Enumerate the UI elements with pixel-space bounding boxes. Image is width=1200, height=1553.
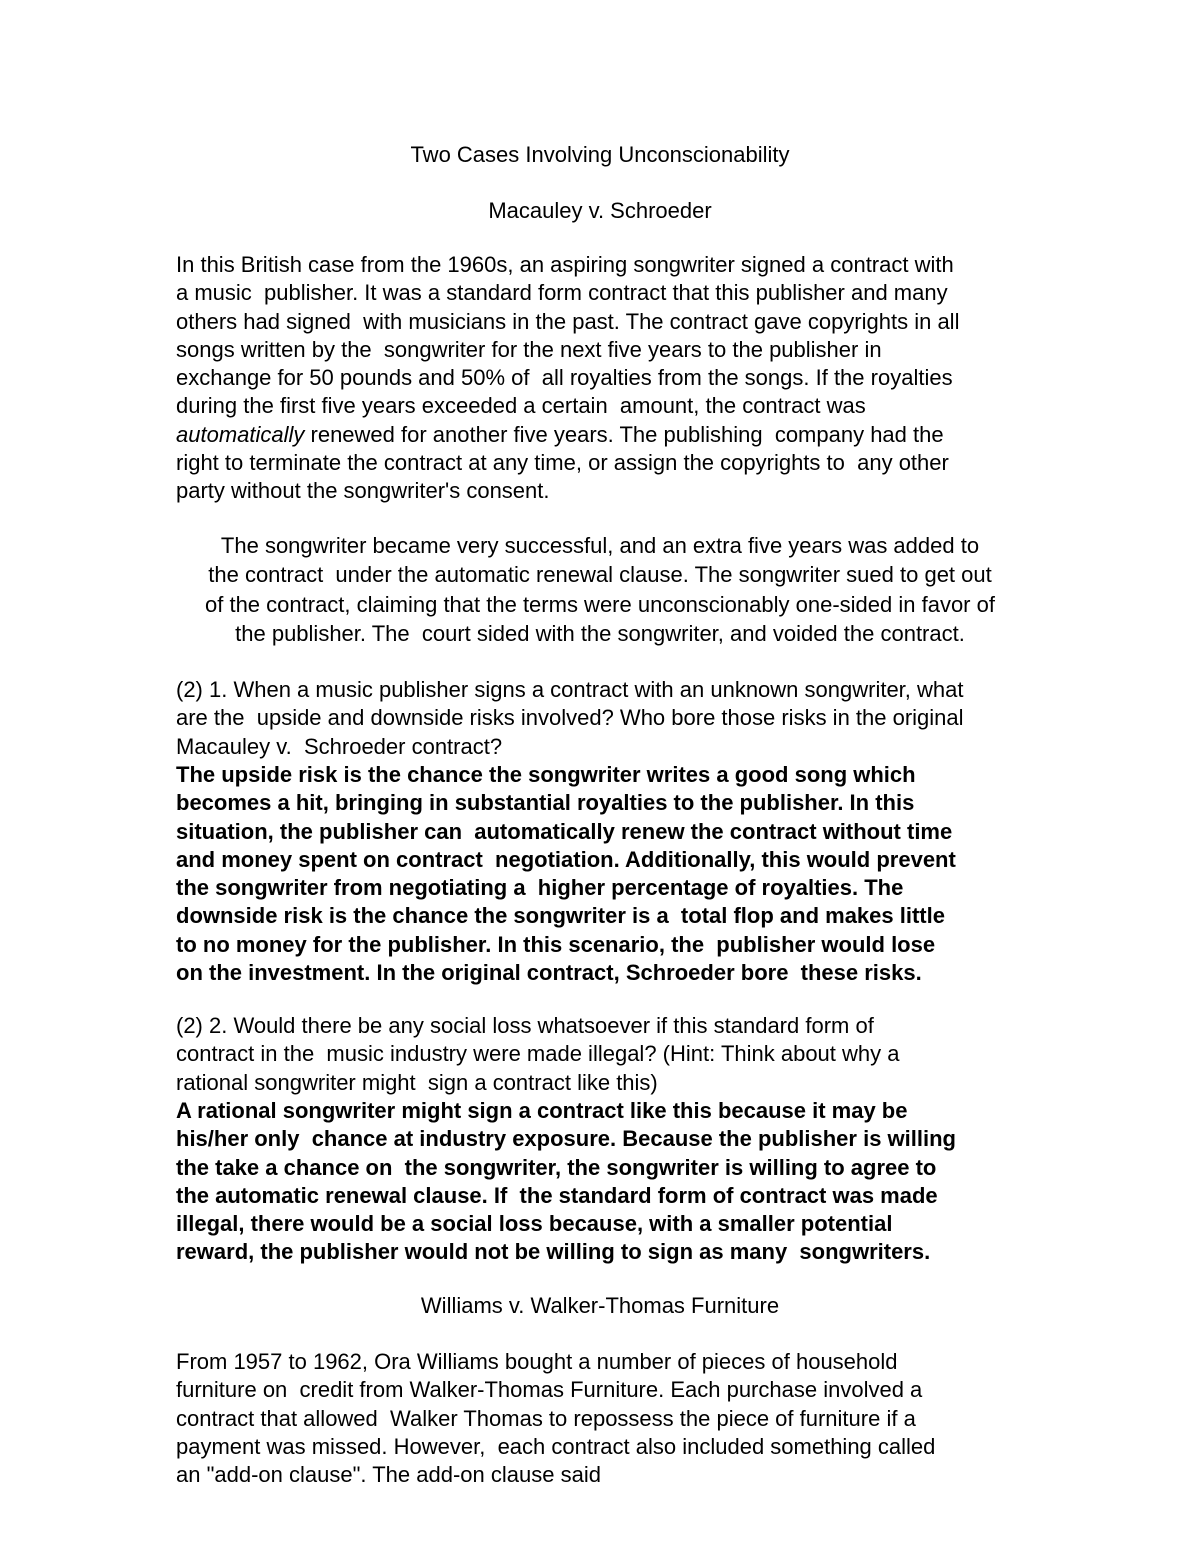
text-line: the publisher. The court sided with the songwriter, and voided the contract.: [235, 620, 965, 646]
case-heading-williams: Williams v. Walker-Thomas Furniture: [420, 1293, 780, 1318]
text-line: are the upside and downside risks involved? Who bore those risks in the original: [176, 705, 964, 731]
text-line: A rational songwriter might sign a contract like this because it may be: [176, 1098, 908, 1123]
text-line: the take a chance on the songwriter, the songwriter is willing to agree to: [176, 1154, 937, 1180]
text-line: The songwriter became very successful, and an extra five years was added to: [220, 533, 980, 558]
text-line: songs written by the songwriter for the next five years to the publisher in: [176, 336, 882, 362]
paragraph-case-facts: [176, 251, 1036, 506]
text-line: contract that allowed Walker Thomas to repossess the piece of furniture if a: [176, 1405, 916, 1431]
question-1: [176, 676, 1046, 761]
text-line: downside risk is the chance the songwriter is a total flop and makes little: [176, 903, 945, 929]
answer-2: [176, 1097, 1036, 1267]
text-fragment: renewed for another five years. The publishing company had the: [304, 421, 944, 447]
paragraph-williams-facts: [176, 1348, 1036, 1489]
text-line: In this British case from the 1960s, an aspiring songwriter signed a contract with: [176, 252, 954, 277]
text-line: becomes a hit, bringing in substantial royalties to the publisher. In this: [176, 790, 915, 816]
text-line: situation, the publisher can automatically renew the contract without time: [176, 818, 953, 844]
text-line: (2) 1. When a music publisher signs a contract with an unknown songwriter, what: [176, 677, 964, 702]
text-line: From 1957 to 1962, Ora Williams bought a number of pieces of household: [176, 1349, 898, 1374]
paragraph-outcome: [160, 531, 1040, 648]
text-line: payment was missed. However, each contract also included something called: [176, 1433, 936, 1459]
text-line: to no money for the publisher. In this scenario, the publisher would lose: [176, 931, 936, 957]
text-line: and money spent on contract negotiation. Additionally, this would prevent: [176, 846, 956, 872]
text-line: illegal, there would be a social loss because, with a smaller potential: [176, 1211, 893, 1237]
answer-1: [176, 761, 1036, 987]
text-line: of the contract, claiming that the terms were unconscionably one-sided in favor of: [205, 591, 995, 617]
text-line: others had signed with musicians in the past. The contract gave copyrights in all: [176, 308, 960, 334]
text-line: exchange for 50 pounds and 50% of all royalties from the songs. If the royalties: [176, 365, 953, 391]
text-line: his/her only chance at industry exposure. Because the publisher is willing: [176, 1126, 956, 1152]
text-line: an "add-on clause". The add-on clause said: [176, 1462, 601, 1488]
text-line: party without the songwriter's consent.: [176, 478, 550, 504]
text-line: [176, 421, 1036, 449]
text-line: Macauley v. Schroeder contract?: [176, 733, 503, 759]
text-line: the songwriter from negotiating a higher percentage of royalties. The: [176, 875, 904, 901]
italic-word: automatically: [176, 421, 305, 447]
text-line: right to terminate the contract at any time, or assign the copyrights to any other: [176, 450, 949, 476]
text-line: (2) 2. Would there be any social loss whatsoever if this standard form of: [176, 1013, 874, 1038]
text-line: the automatic renewal clause. If the standard form of contract was made: [176, 1182, 938, 1208]
text-line: rational songwriter might sign a contract like this): [176, 1069, 658, 1095]
text-line: during the first five years exceeded a certain amount, the contract was: [176, 393, 866, 419]
text-line: the contract under the automatic renewal clause. The songwriter sued to get out: [208, 562, 992, 588]
text-line: furniture on credit from Walker-Thomas Furniture. Each purchase involved a: [176, 1377, 923, 1403]
case-heading-macauley: Macauley v. Schroeder: [488, 198, 712, 223]
document-title: Two Cases Involving Unconscionability: [410, 142, 790, 167]
text-line: contract in the music industry were made illegal? (Hint: Think about why a: [176, 1041, 900, 1067]
text-line: reward, the publisher would not be willing to sign as many songwriters.: [176, 1239, 931, 1265]
text-line: The upside risk is the chance the songwriter writes a good song which: [176, 762, 916, 787]
text-line: on the investment. In the original contract, Schroeder bore these risks.: [176, 960, 922, 986]
text-line: a music publisher. It was a standard form contract that this publisher and many: [176, 280, 948, 306]
question-2: [176, 1012, 1036, 1097]
